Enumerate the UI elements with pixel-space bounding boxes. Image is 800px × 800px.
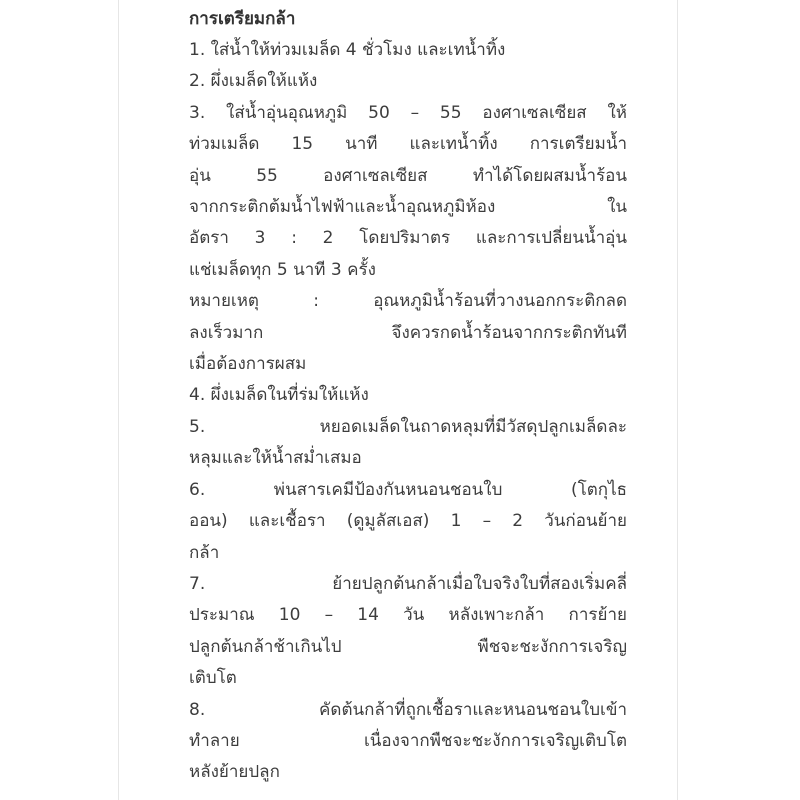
text-line: ประมาณ 10 – 14 วัน หลังเพาะกล้า การย้าย [189, 605, 627, 626]
text-line: 5. หยอดเมล็ดในถาดหลุมที่มีวัสดุปลูกเมล็ดละ [189, 416, 627, 437]
text-line: เติบโต [189, 668, 237, 689]
text-line: ปลูกต้นกล้าช้าเกินไป พืชจะชะงักการเจริญ [189, 636, 627, 657]
text-line: จากกระติกต้มน้ำไฟฟ้าและน้ำอุณหภูมิห้อง ใน [189, 197, 627, 218]
text-lines [189, 35, 627, 789]
document-title: การเตรียมกล้า [189, 9, 296, 29]
document-page [118, 0, 678, 800]
text-line: 7. ย้ายปลูกต้นกล้าเมื่อใบจริงใบที่สองเริ่มคลี่ [189, 573, 627, 594]
text-line: หลังย้ายปลูก [189, 762, 280, 783]
text-line: แช่เมล็ดทุก 5 นาที 3 ครั้ง [189, 259, 376, 280]
text-line: 3. ใส่น้ำอุ่นอุณหภูมิ 50 – 55 องศาเซลเซียส ให้ [189, 102, 627, 123]
text-line: ออน) และเชื้อรา (ดูมูลัสเอส) 1 – 2 วันก่อนย้าย [189, 511, 627, 532]
text-line: 2. ผึ่งเมล็ดให้แห้ง [189, 71, 318, 92]
text-line: เมื่อต้องการผสม [189, 354, 307, 375]
text-line: กล้า [189, 542, 220, 563]
text-line: 8. คัดต้นกล้าที่ถูกเชื้อราและหนอนชอนใบเข้า [189, 699, 627, 720]
text-line: 6. พ่นสารเคมีป้องกันหนอนชอนใบ (โตกุไธ [189, 479, 627, 500]
text-line: อุ่น 55 องศาเซลเซียส ทำได้โดยผสมน้ำร้อน [189, 165, 627, 186]
text-line: ท่วมเมล็ด 15 นาที และเทน้ำทิ้ง การเตรียมน้ำ [189, 134, 627, 155]
text-line: 4. ผึ่งเมล็ดในที่ร่มให้แห้ง [189, 385, 369, 406]
document-body [189, 4, 627, 789]
text-line: ลงเร็วมาก จึงควรกดน้ำร้อนจากกระติกทันที [189, 322, 627, 343]
text-line: หมายเหตุ : อุณหภูมิน้ำร้อนที่วางนอกกระติกลด [189, 291, 627, 312]
text-line: ทำลาย เนื่องจากพืชจะชะงักการเจริญเติบโต [189, 730, 627, 751]
text-line: 1. ใส่น้ำให้ท่วมเมล็ด 4 ชั่วโมง และเทน้ำทิ้ง [189, 40, 506, 60]
text-line: อัตรา 3 : 2 โดยปริมาตร และการเปลี่ยนน้ำอุ่น [189, 228, 627, 249]
text-line: หลุมและให้น้ำสม่ำเสมอ [189, 448, 362, 469]
